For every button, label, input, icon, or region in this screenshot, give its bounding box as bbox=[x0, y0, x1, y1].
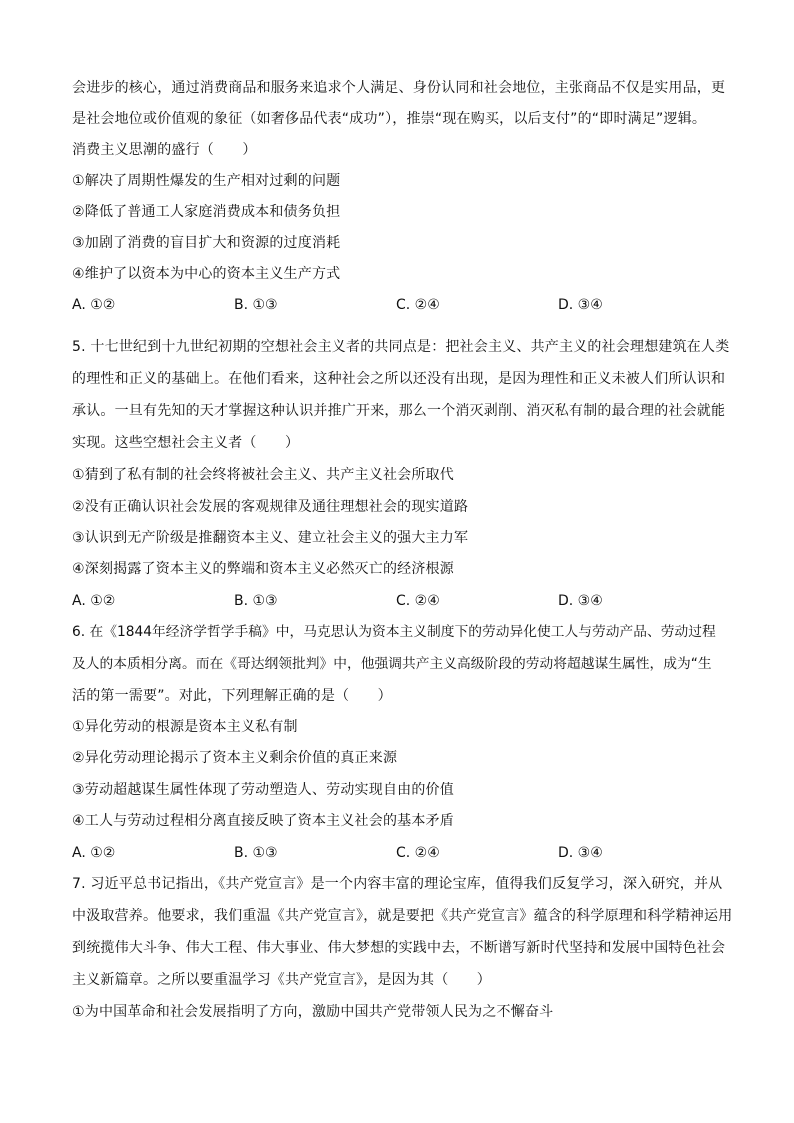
q4-option-b[interactable]: B. ①③ bbox=[234, 297, 278, 313]
q6-stem-line-1: 6. 在《1844年经济学哲学手稿》中，马克思认为资本主义制度下的劳动异化使工人与劳动产品、劳动过程 bbox=[72, 624, 716, 640]
q4-option-c[interactable]: C. ②④ bbox=[396, 297, 440, 313]
q4-stem-line-2: 是社会地位或价值观的象征（如奢侈品代表“成功”），推崇“现在购买，以后支付”的“即时满足”逻辑。 bbox=[72, 111, 707, 127]
q5-stem-line-2: 的理性和正义的基础上。在他们看来，这种社会之所以还没有出现，是因为理性和正义未被人们所认识和 bbox=[72, 371, 726, 387]
q4-statement-1: ①解决了周期性爆发的生产相对过剩的问题 bbox=[72, 173, 341, 189]
q6-stem-line-3: 活的第一需要”。对此，下列理解正确的是（ ） bbox=[72, 688, 392, 704]
q7-stem-line-1: 7. 习近平总书记指出，《共产党宣言》是一个内容丰富的理论宝库，值得我们反复学习，深入研究，并从 bbox=[72, 876, 723, 892]
q4-statement-4: ④维护了以资本为中心的资本主义生产方式 bbox=[72, 266, 341, 282]
q4-statement-3: ③加剧了消费的盲目扩大和资源的过度消耗 bbox=[72, 235, 341, 251]
q5-option-b[interactable]: B. ①③ bbox=[234, 593, 278, 609]
q7-stem-line-2: 中汲取营养。他要求，我们重温《共产党宣言》，就是要把《共产党宣言》蕴含的科学原理和科学精神运用 bbox=[72, 908, 733, 924]
q5-stem-line-4: 实现。这些空想社会主义者（ ） bbox=[72, 435, 300, 451]
q5-statement-2: ②没有正确认识社会发展的客观规律及通往理想社会的现实道路 bbox=[72, 499, 469, 515]
q6-options bbox=[72, 843, 732, 863]
q6-option-a[interactable]: A. ①② bbox=[72, 845, 116, 861]
q4-statement-2: ②降低了普通工人家庭消费成本和债务负担 bbox=[72, 204, 341, 220]
q4-stem-line-1: 会进步的核心，通过消费商品和服务来追求个人满足、身份认同和社会地位，主张商品不仅是实用品，更 bbox=[72, 80, 726, 96]
q4-options bbox=[72, 295, 732, 315]
q7-stem-line-4: 主义新篇章。之所以要重温学习《共产党宣言》，是因为其（ ） bbox=[72, 972, 491, 988]
q4-stem-line-3: 消费主义思潮的盛行（ ） bbox=[72, 142, 257, 158]
q6-statement-4: ④工人与劳动过程相分离直接反映了资本主义社会的基本矛盾 bbox=[72, 813, 454, 829]
q6-statement-2: ②异化劳动理论揭示了资本主义剩余价值的真正来源 bbox=[72, 750, 398, 766]
q5-statement-4: ④深刻揭露了资本主义的弊端和资本主义必然灭亡的经济根源 bbox=[72, 561, 454, 577]
q7-stem-line-3: 到统揽伟大斗争、伟大工程、伟大事业、伟大梦想的实践中去，不断谱写新时代坚持和发展中国特色社会 bbox=[72, 940, 726, 956]
q6-option-b[interactable]: B. ①③ bbox=[234, 845, 278, 861]
q5-stem-line-1: 5. 十七世纪到十九世纪初期的空想社会主义者的共同点是：把社会主义、共产主义的社会理想建筑在人类 bbox=[72, 339, 730, 355]
q4-option-d[interactable]: D. ③④ bbox=[558, 297, 603, 313]
q4-option-a[interactable]: A. ①② bbox=[72, 297, 116, 313]
q5-statement-3: ③认识到无产阶级是推翻资本主义、建立社会主义的强大主力军 bbox=[72, 530, 469, 546]
q5-stem-line-3: 承认。一旦有先知的天才掌握这种认识并推广开来，那么一个消灭剥削、消灭私有制的最合理的社会就能 bbox=[72, 403, 726, 419]
q5-option-d[interactable]: D. ③④ bbox=[558, 593, 603, 609]
q6-option-d[interactable]: D. ③④ bbox=[558, 845, 603, 861]
q5-option-a[interactable]: A. ①② bbox=[72, 593, 116, 609]
q7-statement-1: ①为中国革命和社会发展指明了方向，激励中国共产党带领人民为之不懈奋斗 bbox=[72, 1004, 554, 1020]
q6-statement-1: ①异化劳动的根源是资本主义私有制 bbox=[72, 719, 298, 735]
q6-option-c[interactable]: C. ②④ bbox=[396, 845, 440, 861]
q6-stem-line-2: 及人的本质相分离。而在《哥达纲领批判》中，他强调共产主义高级阶段的劳动将超越谋生属性，成为“生 bbox=[72, 656, 712, 672]
q6-statement-3: ③劳动超越谋生属性体现了劳动塑造人、劳动实现自由的价值 bbox=[72, 782, 454, 798]
q5-option-c[interactable]: C. ②④ bbox=[396, 593, 440, 609]
q5-statement-1: ①猜到了私有制的社会终将被社会主义、共产主义社会所取代 bbox=[72, 467, 454, 483]
q5-options bbox=[72, 591, 732, 611]
